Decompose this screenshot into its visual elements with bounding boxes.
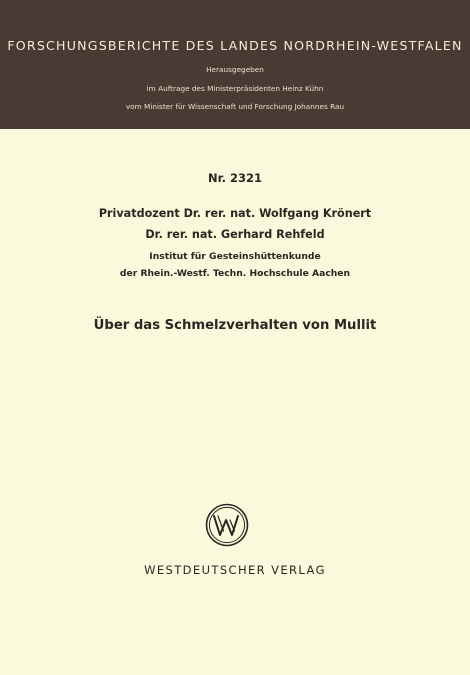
editor-label: Herausgegeben <box>206 65 264 74</box>
series-title: FORSCHUNGSBERICHTE DES LANDES NORDRHEIN-WESTFALEN <box>7 38 463 53</box>
westdeutscher-verlag-logo-icon <box>205 503 249 547</box>
series-header <box>0 0 470 129</box>
institute-line-2: der Rhein.-Westf. Techn. Hochschule Aachen <box>119 268 351 279</box>
author-2: Dr. rer. nat. Gerhard Rehfeld <box>145 228 325 241</box>
report-number: Nr. 2321 <box>207 171 263 185</box>
editor-line-2: vom Minister für Wissenschaft und Forschung Johannes Rau <box>125 102 345 111</box>
editor-line-1: im Auftrage des Ministerpräsidenten Heinz Kühn <box>146 84 324 93</box>
publisher-name: WESTDEUTSCHER VERLAG <box>144 563 326 577</box>
book-title: Über das Schmelzverhalten von Mullit <box>93 318 377 333</box>
institute-line-1: Institut für Gesteinshüttenkunde <box>149 251 321 262</box>
author-1: Privatdozent Dr. rer. nat. Wolfgang Krönert <box>98 207 372 220</box>
